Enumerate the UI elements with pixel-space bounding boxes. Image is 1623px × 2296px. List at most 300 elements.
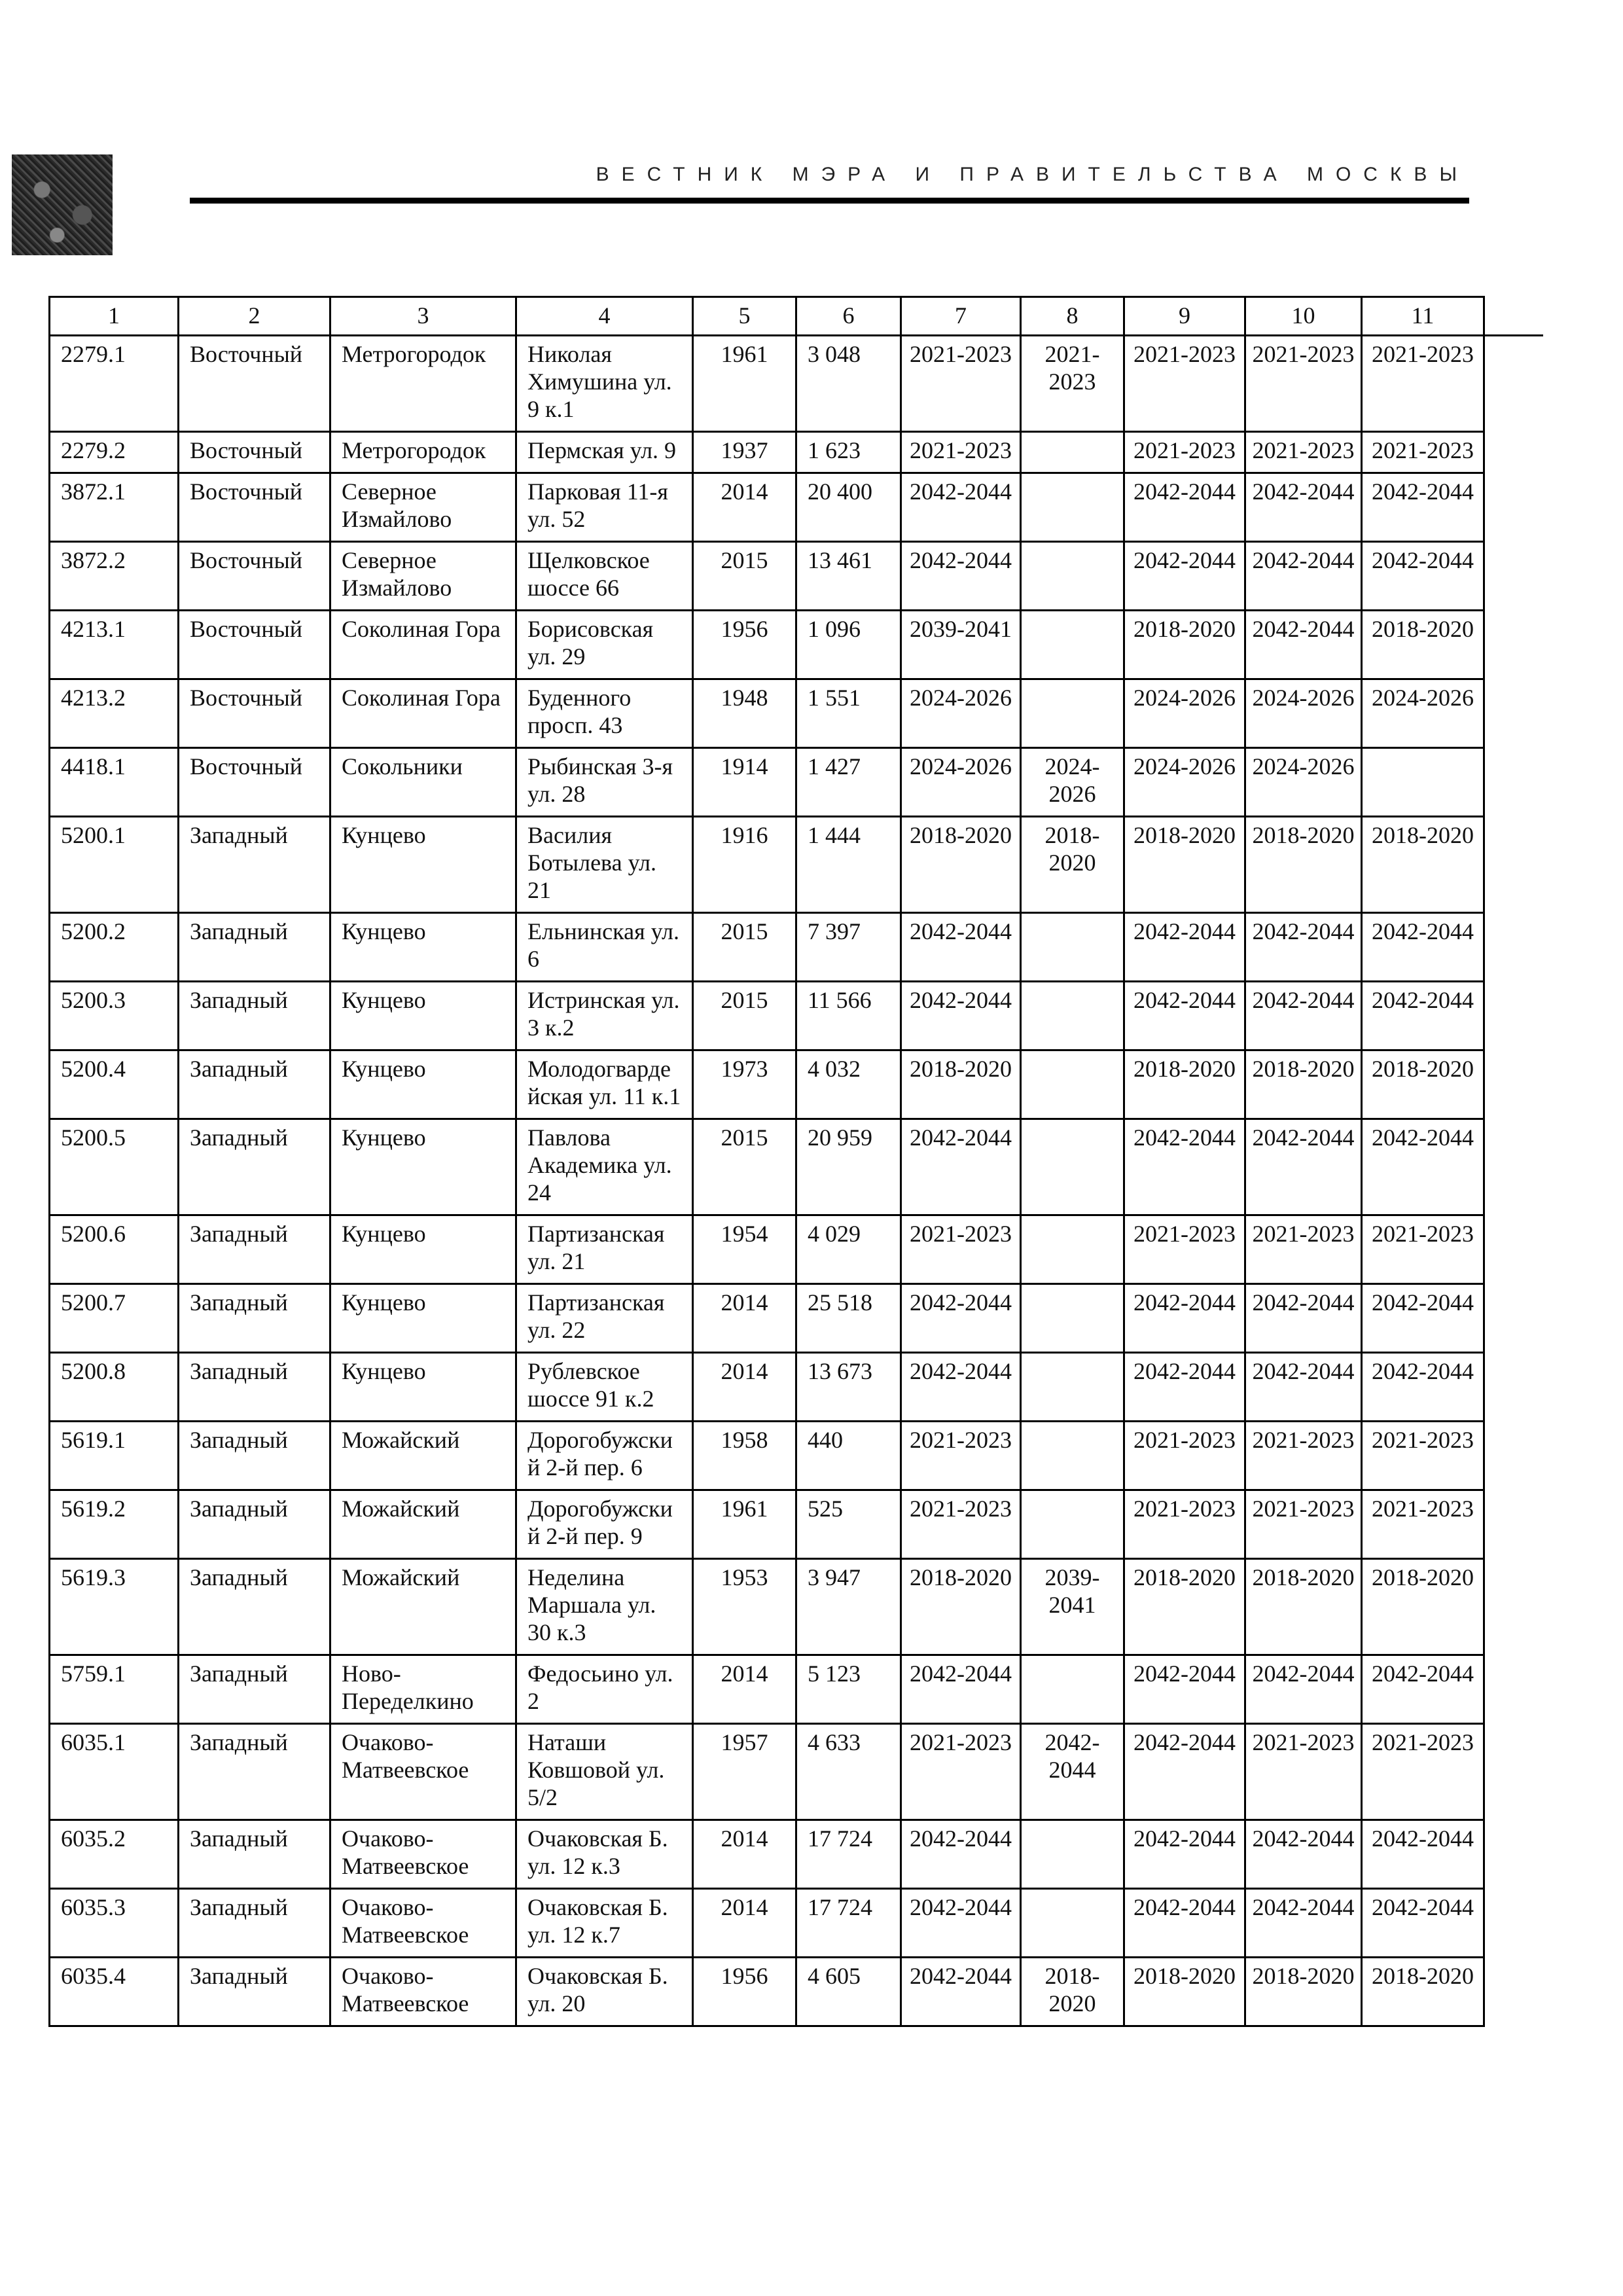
table-cell: Западный	[179, 913, 330, 982]
table-cell: 5619.3	[50, 1559, 179, 1655]
table-cell: Очаковская Б. ул. 12 к.3	[516, 1820, 693, 1889]
table-cell: Рыбинская 3-я ул. 28	[516, 748, 693, 817]
column-header: 9	[1124, 297, 1245, 336]
table-cell: Василия Ботылева ул. 21	[516, 817, 693, 913]
table-cell: 5200.4	[50, 1050, 179, 1119]
column-header: 3	[330, 297, 516, 336]
table-cell	[1021, 611, 1124, 679]
blank-cell	[1484, 542, 1543, 611]
table-cell: 2021-2023	[1362, 1724, 1484, 1820]
table-cell: Рублевское шоссе 91 к.2	[516, 1353, 693, 1422]
table-cell: 2042-2044	[1245, 611, 1362, 679]
blank-cell	[1484, 1820, 1543, 1889]
table-cell: 2021-2023	[1124, 336, 1245, 432]
table-cell: 2021-2023	[901, 432, 1021, 473]
table-cell: 20 400	[796, 473, 901, 542]
table-cell: 1937	[693, 432, 796, 473]
table-row	[50, 336, 1543, 432]
data-table	[48, 296, 1543, 2027]
table-cell	[1021, 1284, 1124, 1353]
table-cell: 2021-2023	[1124, 1215, 1245, 1284]
table-cell: 1 551	[796, 679, 901, 748]
blank-cell	[1484, 1889, 1543, 1958]
table-cell: 5619.1	[50, 1422, 179, 1490]
table-cell: 1957	[693, 1724, 796, 1820]
table-cell: 4213.2	[50, 679, 179, 748]
table-cell: 13 461	[796, 542, 901, 611]
table-body	[50, 336, 1543, 2026]
table-cell	[1362, 748, 1484, 817]
table-cell: 2018-2020	[1124, 1958, 1245, 2026]
table-cell: 2018-2020	[1362, 1559, 1484, 1655]
table-cell: 3 947	[796, 1559, 901, 1655]
table-cell: 1956	[693, 1958, 796, 2026]
table-cell: 2042-2044	[1124, 1119, 1245, 1215]
table-cell: Западный	[179, 982, 330, 1050]
table-cell: 2024-2026	[901, 679, 1021, 748]
table-cell: 2024-2026	[1021, 748, 1124, 817]
table-cell	[1021, 1655, 1124, 1724]
table-cell: 5200.5	[50, 1119, 179, 1215]
table-cell: Парковая 11-я ул. 52	[516, 473, 693, 542]
table-cell: 2042-2044	[1124, 982, 1245, 1050]
table-cell	[1021, 432, 1124, 473]
table-cell: 4213.1	[50, 611, 179, 679]
table-cell	[1021, 1353, 1124, 1422]
table-cell: 2042-2044	[901, 1655, 1021, 1724]
table-cell: 4 029	[796, 1215, 901, 1284]
table-cell: 2018-2020	[1124, 611, 1245, 679]
table-cell: Можайский	[330, 1559, 516, 1655]
table-cell: 3872.2	[50, 542, 179, 611]
blank-cell	[1484, 1050, 1543, 1119]
table-cell: 2042-2044	[1124, 1820, 1245, 1889]
table-cell: 2021-2023	[901, 1724, 1021, 1820]
column-header: 10	[1245, 297, 1362, 336]
table-cell: Кунцево	[330, 1284, 516, 1353]
table-cell	[1021, 473, 1124, 542]
table-cell: Западный	[179, 1820, 330, 1889]
blank-cell	[1484, 432, 1543, 473]
table-cell: 2018-2020	[1124, 817, 1245, 913]
table-row	[50, 542, 1543, 611]
table-cell: 2021-2023	[901, 1422, 1021, 1490]
table-cell: 2021-2023	[901, 1490, 1021, 1559]
table-cell: Федосьино ул. 2	[516, 1655, 693, 1724]
table-cell: 2042-2044	[1245, 1119, 1362, 1215]
table-cell: 2039-2041	[1021, 1559, 1124, 1655]
table-cell: 2021-2023	[1245, 336, 1362, 432]
table-row	[50, 1050, 1543, 1119]
table-cell: 2021-2023	[1362, 336, 1484, 432]
table-row	[50, 432, 1543, 473]
table-cell: 2014	[693, 1820, 796, 1889]
table-cell: 1961	[693, 1490, 796, 1559]
column-header: 6	[796, 297, 901, 336]
blank-cell	[1484, 1215, 1543, 1284]
table-cell: Кунцево	[330, 982, 516, 1050]
table-cell: 3872.1	[50, 473, 179, 542]
table-row	[50, 1119, 1543, 1215]
table-cell: 2018-2020	[1362, 1958, 1484, 2026]
table-cell: 2279.2	[50, 432, 179, 473]
table-cell: 2021-2023	[1362, 1215, 1484, 1284]
blank-cell	[1484, 913, 1543, 982]
table-cell: 17 724	[796, 1889, 901, 1958]
table-cell: 2018-2020	[901, 817, 1021, 913]
table-cell: 1914	[693, 748, 796, 817]
column-header: 7	[901, 297, 1021, 336]
table-cell: Ельнинская ул. 6	[516, 913, 693, 982]
table-cell: 5200.3	[50, 982, 179, 1050]
table-cell: 2021-2023	[1245, 432, 1362, 473]
column-header: 8	[1021, 297, 1124, 336]
blank-cell	[1484, 679, 1543, 748]
table-cell: 2021-2023	[1362, 1490, 1484, 1559]
table-cell: 1953	[693, 1559, 796, 1655]
table-cell: 2021-2023	[1362, 432, 1484, 473]
table-cell: 2042-2044	[1245, 1284, 1362, 1353]
column-header: 4	[516, 297, 693, 336]
table-cell: Кунцево	[330, 1050, 516, 1119]
table-cell: 2021-2023	[1021, 336, 1124, 432]
blank-cell	[1484, 611, 1543, 679]
table-cell: Западный	[179, 1559, 330, 1655]
table-cell: Пермская ул. 9	[516, 432, 693, 473]
table-row	[50, 1724, 1543, 1820]
column-header: 5	[693, 297, 796, 336]
table-cell: 1 623	[796, 432, 901, 473]
table-cell: 3 048	[796, 336, 901, 432]
table-row	[50, 817, 1543, 913]
column-header: 1	[50, 297, 179, 336]
table-cell: 2042-2044	[1362, 913, 1484, 982]
table-cell: 2021-2023	[1362, 1422, 1484, 1490]
table-cell	[1021, 1820, 1124, 1889]
table-cell: Павлова Академика ул. 24	[516, 1119, 693, 1215]
table-cell: 2042-2044	[1124, 1889, 1245, 1958]
table-cell: 1 096	[796, 611, 901, 679]
table-cell: Западный	[179, 1119, 330, 1215]
table-cell: Очаково-Матвеевское	[330, 1724, 516, 1820]
table-cell: 25 518	[796, 1284, 901, 1353]
table-cell: 2024-2026	[1124, 679, 1245, 748]
table-cell: Западный	[179, 1490, 330, 1559]
table-cell: 2042-2044	[901, 1353, 1021, 1422]
table-cell: 13 673	[796, 1353, 901, 1422]
table-cell: 2021-2023	[1245, 1490, 1362, 1559]
table-cell	[1021, 1889, 1124, 1958]
table-cell: Истринская ул. 3 к.2	[516, 982, 693, 1050]
table-cell: 2042-2044	[1124, 1655, 1245, 1724]
table-cell: Дорогобужский 2-й пер. 9	[516, 1490, 693, 1559]
table-cell: 2042-2044	[1245, 913, 1362, 982]
table-cell: 2042-2044	[1245, 473, 1362, 542]
table-cell: 2018-2020	[1021, 817, 1124, 913]
table-cell: 2279.1	[50, 336, 179, 432]
table-cell: 5200.8	[50, 1353, 179, 1422]
table-cell: Кунцево	[330, 1215, 516, 1284]
table-cell: Николая Химушина ул. 9 к.1	[516, 336, 693, 432]
blank-cell	[1484, 817, 1543, 913]
blank-cell	[1484, 1724, 1543, 1820]
table-row	[50, 1889, 1543, 1958]
blank-cell	[1484, 1655, 1543, 1724]
table-cell: 1 444	[796, 817, 901, 913]
table-cell: 2014	[693, 1889, 796, 1958]
table-cell: Восточный	[179, 679, 330, 748]
table-cell: 2018-2020	[1362, 817, 1484, 913]
table-cell: Северное Измайлово	[330, 473, 516, 542]
table-cell: Партизанская ул. 21	[516, 1215, 693, 1284]
table-row	[50, 1655, 1543, 1724]
table-row	[50, 982, 1543, 1050]
table-cell: Западный	[179, 1958, 330, 2026]
blank-cell	[1484, 1958, 1543, 2026]
column-header: 2	[179, 297, 330, 336]
table-cell	[1021, 1119, 1124, 1215]
table-cell: Можайский	[330, 1422, 516, 1490]
table-cell	[1021, 913, 1124, 982]
table-cell: 2042-2044	[901, 1284, 1021, 1353]
table-row	[50, 748, 1543, 817]
table-cell: Восточный	[179, 473, 330, 542]
table-cell: 2042-2044	[901, 1889, 1021, 1958]
table-cell: 1958	[693, 1422, 796, 1490]
table-cell	[1021, 1050, 1124, 1119]
table-cell: 4 032	[796, 1050, 901, 1119]
table-cell: 2042-2044	[1362, 473, 1484, 542]
table-cell: 2042-2044	[901, 1820, 1021, 1889]
table-cell: 2042-2044	[1362, 1655, 1484, 1724]
table-cell: Неделина Маршала ул. 30 к.3	[516, 1559, 693, 1655]
table-cell	[1021, 542, 1124, 611]
blank-cell	[1484, 748, 1543, 817]
table-cell: 5200.2	[50, 913, 179, 982]
table-cell: 2018-2020	[1124, 1050, 1245, 1119]
table-row	[50, 473, 1543, 542]
table-cell: 5200.7	[50, 1284, 179, 1353]
table-cell: 2024-2026	[1124, 748, 1245, 817]
table-row	[50, 1820, 1543, 1889]
table-cell: 2014	[693, 1655, 796, 1724]
table-cell: Восточный	[179, 748, 330, 817]
table-cell: Очаковская Б. ул. 20	[516, 1958, 693, 2026]
table-cell	[1021, 679, 1124, 748]
table-cell	[1021, 1422, 1124, 1490]
blank-cell	[1484, 1559, 1543, 1655]
table-cell: Западный	[179, 1050, 330, 1119]
table-cell: 2014	[693, 1284, 796, 1353]
table-cell: 2042-2044	[901, 473, 1021, 542]
table-cell: Восточный	[179, 336, 330, 432]
table-cell: 2042-2044	[1362, 1284, 1484, 1353]
table-cell: 2042-2044	[1021, 1724, 1124, 1820]
table-cell: 2024-2026	[901, 748, 1021, 817]
table-cell: 6035.3	[50, 1889, 179, 1958]
table-cell: 2024-2026	[1362, 679, 1484, 748]
page-header-title: ВЕСТНИК МЭРА И ПРАВИТЕЛЬСТВА МОСКВЫ	[596, 164, 1469, 185]
table-cell: 4418.1	[50, 748, 179, 817]
table-cell: Западный	[179, 1889, 330, 1958]
table-cell: Кунцево	[330, 1353, 516, 1422]
table-cell: 1954	[693, 1215, 796, 1284]
table-cell: 440	[796, 1422, 901, 1490]
table-cell: 4 633	[796, 1724, 901, 1820]
blank-cell	[1484, 1490, 1543, 1559]
table-cell: 17 724	[796, 1820, 901, 1889]
table-cell: Буденного просп. 43	[516, 679, 693, 748]
table-cell: 7 397	[796, 913, 901, 982]
table-row	[50, 1215, 1543, 1284]
table-cell: 2042-2044	[1245, 1889, 1362, 1958]
table-cell: Можайский	[330, 1490, 516, 1559]
table-cell: 2021-2023	[1124, 1490, 1245, 1559]
table-row	[50, 1284, 1543, 1353]
table-row	[50, 1559, 1543, 1655]
table-cell: Наташи Ковшовой ул. 5/2	[516, 1724, 693, 1820]
table-cell: 2018-2020	[1245, 1050, 1362, 1119]
table-cell: 6035.1	[50, 1724, 179, 1820]
table-cell: 1948	[693, 679, 796, 748]
table-cell: 2018-2020	[1124, 1559, 1245, 1655]
table-header-row	[50, 297, 1543, 336]
table-cell: 2042-2044	[1362, 1119, 1484, 1215]
table-cell: Кунцево	[330, 1119, 516, 1215]
table-cell: Сокольники	[330, 748, 516, 817]
table-cell: 1961	[693, 336, 796, 432]
table-cell: 1 427	[796, 748, 901, 817]
table-cell: 6035.4	[50, 1958, 179, 2026]
blank-cell	[1484, 1422, 1543, 1490]
blank-cell	[1484, 982, 1543, 1050]
table-row	[50, 913, 1543, 982]
table-cell: Восточный	[179, 432, 330, 473]
table-row	[50, 1422, 1543, 1490]
table-cell: 1956	[693, 611, 796, 679]
table-cell: 2042-2044	[1362, 1889, 1484, 1958]
table-cell: Метрогородок	[330, 336, 516, 432]
table-row	[50, 1958, 1543, 2026]
table-cell: 2042-2044	[1245, 1353, 1362, 1422]
table-row	[50, 1353, 1543, 1422]
table-cell: 2015	[693, 982, 796, 1050]
table-cell: 2042-2044	[1245, 982, 1362, 1050]
table-cell: Ново-Переделкино	[330, 1655, 516, 1724]
blank-cell	[1484, 336, 1543, 432]
table-cell: Западный	[179, 817, 330, 913]
table-cell: 4 605	[796, 1958, 901, 2026]
table-cell: Восточный	[179, 542, 330, 611]
table-cell: 2018-2020	[901, 1050, 1021, 1119]
table-cell: 2042-2044	[1124, 1353, 1245, 1422]
table-cell: 2021-2023	[1124, 1422, 1245, 1490]
table-cell: Западный	[179, 1284, 330, 1353]
table-cell: Западный	[179, 1422, 330, 1490]
table-cell: Дорогобужский 2-й пер. 6	[516, 1422, 693, 1490]
table-cell: 20 959	[796, 1119, 901, 1215]
table-cell: 2042-2044	[1124, 473, 1245, 542]
table-cell: 2042-2044	[1362, 1820, 1484, 1889]
table-cell: 2042-2044	[1124, 1284, 1245, 1353]
table-cell: 5200.6	[50, 1215, 179, 1284]
table-cell: 2024-2026	[1245, 679, 1362, 748]
table-cell: 2042-2044	[1362, 982, 1484, 1050]
table-cell: 6035.2	[50, 1820, 179, 1889]
table-cell: 1973	[693, 1050, 796, 1119]
table-cell: Кунцево	[330, 817, 516, 913]
table-cell: 2021-2023	[1245, 1724, 1362, 1820]
table-cell: Соколиная Гора	[330, 679, 516, 748]
table-cell: 2018-2020	[1362, 611, 1484, 679]
table-cell: 2021-2023	[1245, 1215, 1362, 1284]
table-cell: 1916	[693, 817, 796, 913]
table-cell: 2042-2044	[1124, 1724, 1245, 1820]
table-cell: Метрогородок	[330, 432, 516, 473]
blank-cell	[1484, 1353, 1543, 1422]
table-cell: 2042-2044	[1362, 1353, 1484, 1422]
table-cell: 2018-2020	[1021, 1958, 1124, 2026]
table-cell: Западный	[179, 1724, 330, 1820]
table-cell: 2021-2023	[901, 1215, 1021, 1284]
table-cell: Западный	[179, 1655, 330, 1724]
table-cell: 2014	[693, 1353, 796, 1422]
table-cell: 11 566	[796, 982, 901, 1050]
table-cell: Соколиная Гора	[330, 611, 516, 679]
table-cell: 2015	[693, 913, 796, 982]
table-cell: Восточный	[179, 611, 330, 679]
table-cell: 2018-2020	[1245, 1559, 1362, 1655]
table-cell: 2042-2044	[901, 913, 1021, 982]
table-cell	[1021, 1215, 1124, 1284]
table-cell: 2015	[693, 542, 796, 611]
table-cell: 2021-2023	[1245, 1422, 1362, 1490]
table-cell	[1021, 1490, 1124, 1559]
table-cell: 2018-2020	[901, 1559, 1021, 1655]
table-cell: Кунцево	[330, 913, 516, 982]
table-cell: 2042-2044	[901, 1119, 1021, 1215]
table-cell: Очаково-Матвеевское	[330, 1958, 516, 2026]
table-cell: 2042-2044	[1245, 1655, 1362, 1724]
header-rule	[190, 198, 1469, 204]
table-cell: 2018-2020	[1362, 1050, 1484, 1119]
table-cell: 2042-2044	[901, 542, 1021, 611]
table-cell: Северное Измайлово	[330, 542, 516, 611]
table-cell: Борисовская ул. 29	[516, 611, 693, 679]
table-cell: 2042-2044	[1124, 913, 1245, 982]
table-cell: 2042-2044	[901, 982, 1021, 1050]
table-cell: Очаковская Б. ул. 12 к.7	[516, 1889, 693, 1958]
table-cell: Западный	[179, 1215, 330, 1284]
table-row	[50, 679, 1543, 748]
blank-cell	[1484, 473, 1543, 542]
table-cell: 2042-2044	[1245, 1820, 1362, 1889]
table-cell: 2042-2044	[1124, 542, 1245, 611]
table-cell: 525	[796, 1490, 901, 1559]
table-cell: 2039-2041	[901, 611, 1021, 679]
table-cell: 5200.1	[50, 817, 179, 913]
blank-cell	[1484, 1119, 1543, 1215]
table-cell: 2015	[693, 1119, 796, 1215]
table-cell	[1021, 982, 1124, 1050]
blank-column-header	[1484, 297, 1543, 336]
table-cell: 5619.2	[50, 1490, 179, 1559]
table-cell: 2021-2023	[901, 336, 1021, 432]
table-cell: Западный	[179, 1353, 330, 1422]
table-cell: Партизанская ул. 22	[516, 1284, 693, 1353]
table-cell: 2018-2020	[1245, 1958, 1362, 2026]
table-cell: 2014	[693, 473, 796, 542]
